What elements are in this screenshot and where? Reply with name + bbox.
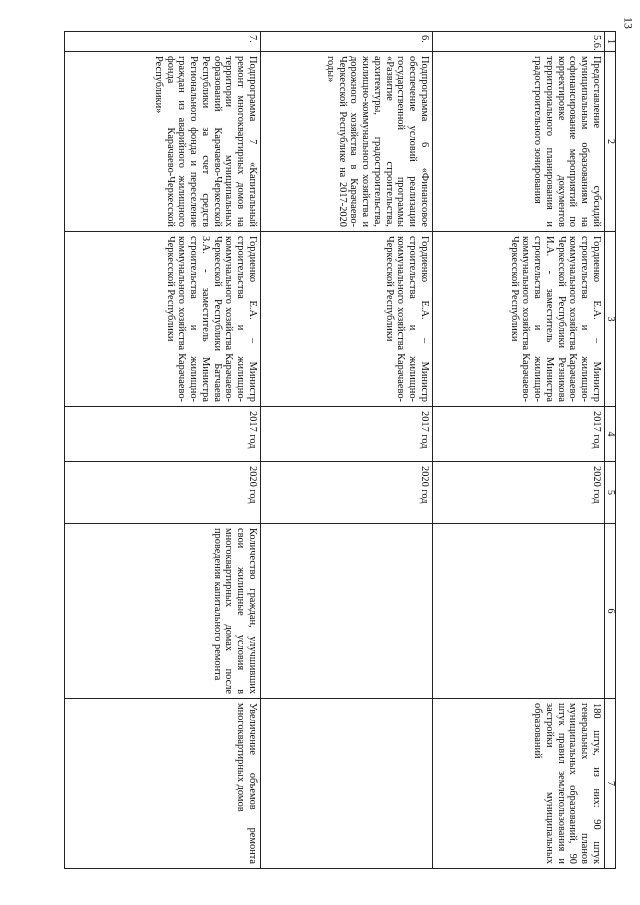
- measure-name-cell: Предоставление субсидий муниципальным образованиям на софинансирование мероприятий по корректировке документов территориального планирования и градостроительного зонирования: [433, 52, 605, 232]
- result-cell: 180 штук, из них: 90 штук генеральных планов муниципальных образований, 90 штук правил землепользования и застройки муниципальных образований: [433, 699, 605, 869]
- responsible-cell: Гордиенко Е.А. – Министр строительства и жилищно-коммунального хозяйства Карачаево-Черкесской Республики: [261, 232, 433, 407]
- column-header: 2: [605, 52, 616, 232]
- column-header: 6: [605, 524, 616, 699]
- start-year-cell: 2017 год: [65, 407, 261, 462]
- measure-name-cell: Подпрограмма 6 «Финансовое обеспечение условий реализации государственной программы «Развитие строительства, архитектуры, градостроительства, жилищно-коммунального хозяйства и дорожного хозяйства в Карачаево-Черкесской Республике на 2017-2020 годы»: [261, 52, 433, 232]
- column-header: 7: [605, 699, 616, 869]
- indicator-cell: [433, 524, 605, 699]
- table-header-row: [605, 32, 616, 869]
- table-row: [261, 32, 433, 869]
- end-year-cell: 2020 год: [65, 462, 261, 524]
- column-header: 4: [605, 407, 616, 462]
- indicator-cell: Количество граждан, улучшивших свои жилищные условия в многоквартирных домах после проведения капитального ремонта: [65, 524, 261, 699]
- row-number-cell: 7.: [65, 32, 261, 52]
- end-year-cell: 2020 год: [261, 462, 433, 524]
- result-cell: Увеличение объемов ремонта многоквартирных домов: [65, 699, 261, 869]
- page-number: 13: [621, 17, 636, 29]
- row-number-cell: 6.: [261, 32, 433, 52]
- column-header: 5: [605, 462, 616, 524]
- row-number-cell: 5.6.: [433, 32, 605, 52]
- result-cell: [261, 699, 433, 869]
- end-year-cell: 2020 год: [433, 462, 605, 524]
- indicator-cell: [261, 524, 433, 699]
- rotated-table-container: [64, 31, 616, 868]
- measure-name-cell: Подпрограмма 7 «Капитальный ремонт многоквартирных домов на территории муниципальных образований Карачаево-Черкесской Республики за счет средств Регионального фонда и переселение граждан из аварийного жилищного фонда Карачаево-Черкесской Республики»: [65, 52, 261, 232]
- table-row: [433, 32, 605, 869]
- start-year-cell: 2017 год: [433, 407, 605, 462]
- start-year-cell: 2017 год: [261, 407, 433, 462]
- column-header: 3: [605, 232, 616, 407]
- column-header: 1: [605, 32, 616, 52]
- responsible-cell: Гордиенко Е.А. – Министр строительства и жилищно-коммунального хозяйства Карачаево-Черкесской Республики Резникова И.А. - заместитель Министра строительства и жилищно-коммунального хозяйства Карачаево-Черкесской Республики: [433, 232, 605, 407]
- responsible-cell: Гордиенко Е.А. – Министр строительства и жилищно-коммунального хозяйства Карачаево-Черкесской Республики Батчаева З.А. - заместитель Министра строительства и жилищно-коммунального хозяйства Карачаево-Черкесской Республики: [65, 232, 261, 407]
- program-table: [64, 31, 616, 869]
- table-row: [65, 32, 261, 869]
